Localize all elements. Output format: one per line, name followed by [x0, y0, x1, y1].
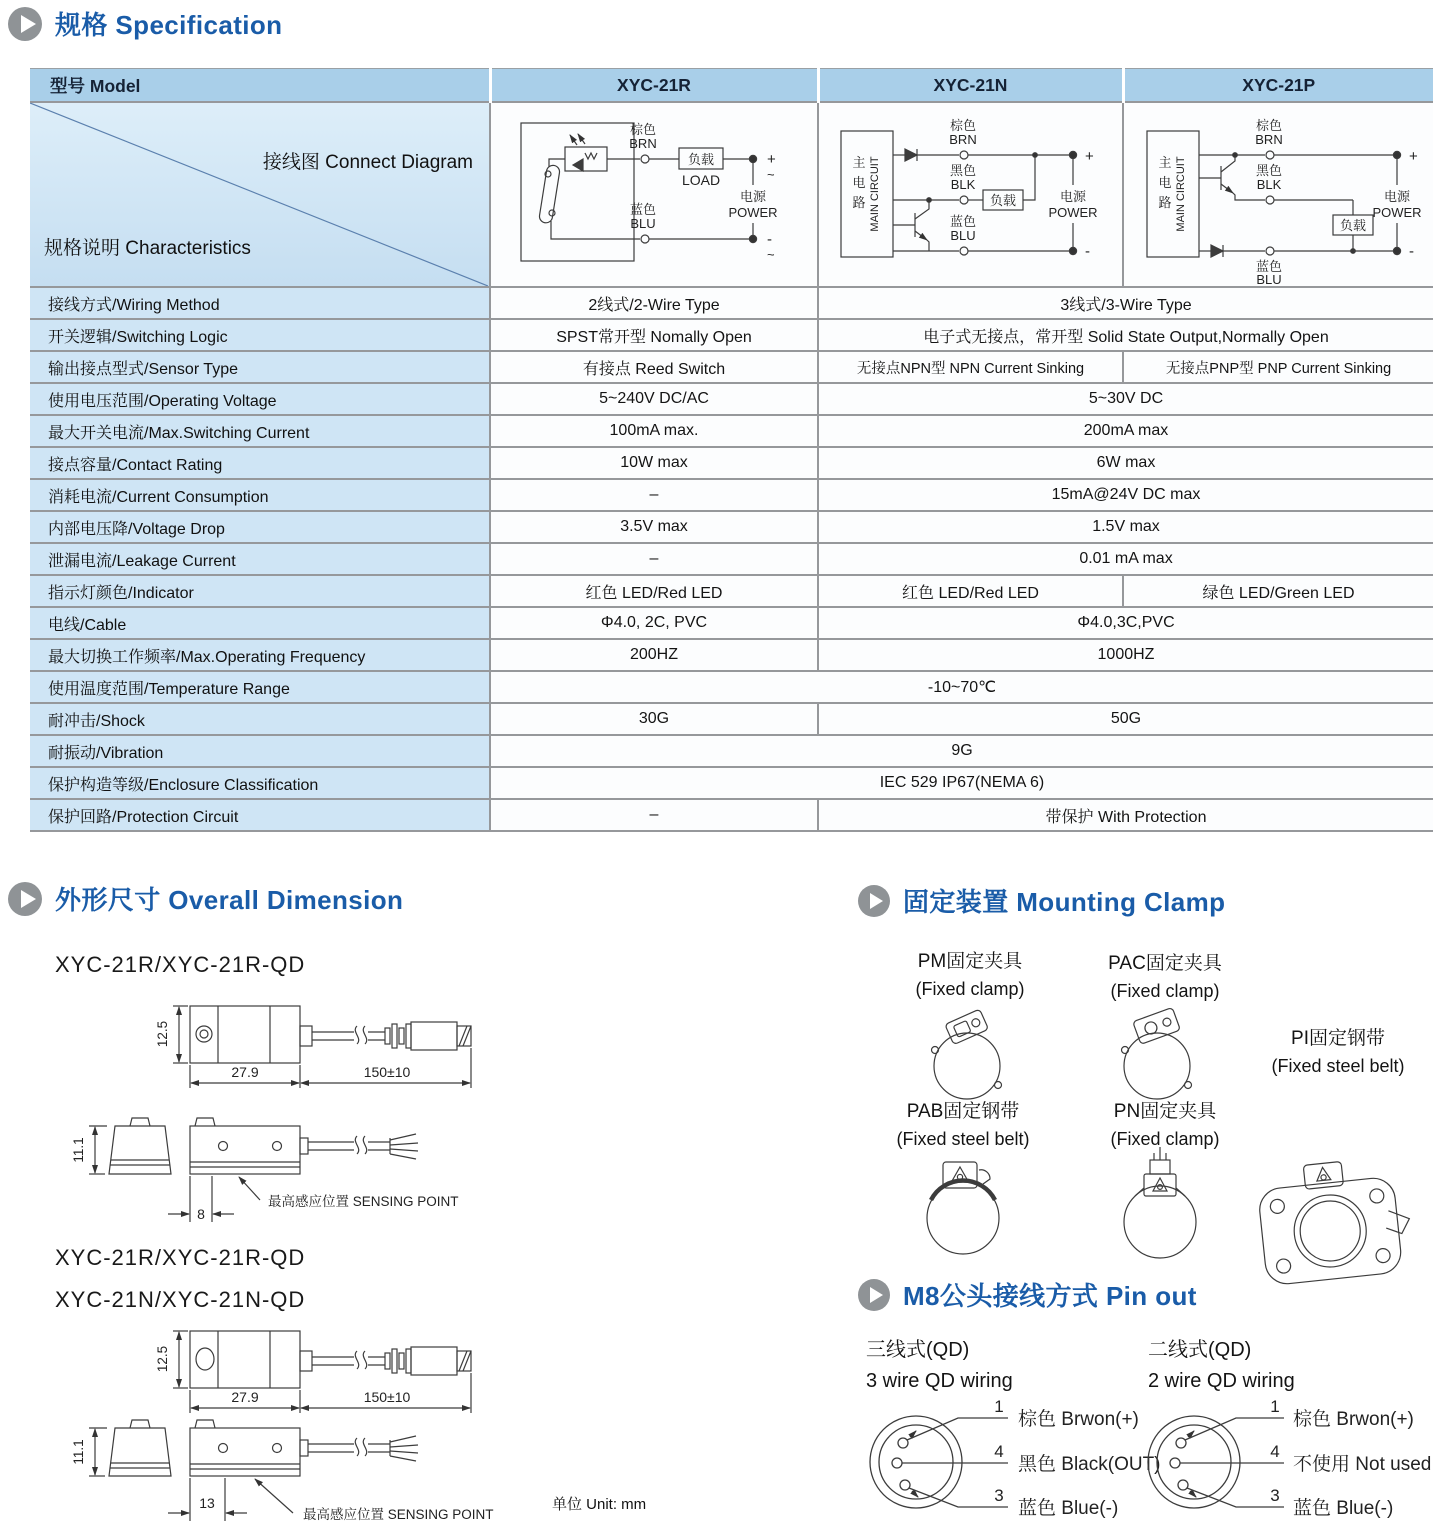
spec-value: 100mA max. [490, 415, 818, 447]
pin-label: 不使用 Not used [1293, 1454, 1432, 1475]
row-label: 最大切换工作频率/Max.Operating Frequency [30, 639, 490, 671]
table-row [30, 319, 1433, 351]
two-wire-connector-diagram [1136, 1392, 1433, 1530]
load-label-en: LOAD [681, 172, 721, 188]
tilde-sign: ~ [767, 247, 775, 262]
pin-number: 1 [1270, 1397, 1280, 1416]
table-row [30, 799, 1433, 831]
row-label: 电线/Cable [30, 607, 490, 639]
row-label: 耐冲击/Shock [30, 703, 490, 735]
dimension-section-header [8, 880, 403, 917]
table-row [30, 671, 1433, 703]
spec-value: 有接点 Reed Switch [490, 351, 818, 383]
pin-label: 棕色 Brwon(+) [1293, 1409, 1414, 1430]
spec-value: 3线式/3-Wire Type [818, 287, 1433, 319]
spec-value: 0.01 mA max [818, 543, 1433, 575]
wire-label: 蓝色 [1255, 259, 1282, 274]
spec-value: 50G [818, 703, 1433, 735]
pinout-section-title: M8公头接线方式 Pin out [903, 1281, 1197, 1311]
row-label: 耐振动/Vibration [30, 735, 490, 767]
clamp-sub: (Fixed steel belt) [896, 1128, 1030, 1149]
circuit-diagram-21r [490, 102, 818, 287]
row-label: 保护构造等级/Enclosure Classification [30, 767, 490, 799]
table-row [30, 607, 1433, 639]
dimension-section-title: 外形尺寸 Overall Dimension [55, 885, 404, 915]
wire-label: 棕色 [949, 118, 977, 133]
spec-value: 6W max [818, 447, 1433, 479]
row-label: 内部电压降/Voltage Drop [30, 511, 490, 543]
pin-number: 4 [1270, 1442, 1280, 1461]
wire-label: BLK [1256, 177, 1281, 192]
spec-value: – [490, 799, 818, 831]
clamp-label-pm [885, 948, 1055, 1002]
table-row [30, 639, 1433, 671]
dim-height: 12.5 [155, 1020, 170, 1048]
fig2-model-label-2: XYC-21N/XYC-21N-QD [55, 1287, 306, 1312]
spec-value: 30G [490, 703, 818, 735]
spec-value: 5~240V DC/AC [490, 383, 818, 415]
spec-value: 红色 LED/Red LED [490, 575, 818, 607]
wire-label: 黑色 [949, 163, 977, 178]
dim-cable-length: 150±10 [363, 1389, 411, 1405]
spec-value: IEC 529 IP67(NEMA 6) [490, 767, 1433, 799]
spec-value: 1.5V max [818, 511, 1433, 543]
spec-value: 绿色 LED/Green LED [1123, 575, 1433, 607]
pin-label: 蓝色 Blue(-) [1293, 1498, 1394, 1519]
wire-label: 黑色 [1255, 163, 1282, 178]
main-circuit-cn: 电 [1157, 175, 1172, 190]
dim-cable-length: 150±10 [363, 1064, 411, 1080]
clamp-name: PM固定夹具 [917, 951, 1023, 972]
dim-side-height: 11.1 [71, 1137, 86, 1163]
table-row [30, 351, 1433, 383]
clamp-sub: (Fixed clamp) [915, 978, 1025, 999]
model-xyc21p: XYC-21P [1123, 69, 1433, 103]
spec-value: 9G [490, 735, 1433, 767]
pin-number: 1 [994, 1397, 1004, 1416]
main-circuit-cn: 主 [1157, 155, 1172, 170]
circuit-diagram-21n [818, 102, 1123, 287]
pin-number: 4 [994, 1442, 1004, 1461]
three-wire-cn: 三线式(QD) [866, 1339, 970, 1361]
row-label: 泄漏电流/Leakage Current [30, 543, 490, 575]
power-label-en: POWER [1048, 205, 1098, 220]
pin-label: 蓝色 Blue(-) [1018, 1498, 1119, 1519]
dim-length: 27.9 [231, 1064, 259, 1080]
clamp-sub: (Fixed clamp) [1110, 1128, 1220, 1149]
two-wire-en: 2 wire QD wiring [1148, 1370, 1295, 1392]
row-label: 指示灯颜色/Indicator [30, 575, 490, 607]
power-label: 电源 [1383, 189, 1410, 204]
power-label-en: POWER [1371, 205, 1422, 220]
wire-label: 棕色 [1255, 118, 1282, 133]
spec-value: 5~30V DC [818, 383, 1433, 415]
load-label: 负载 [989, 193, 1017, 208]
clamp-sub: (Fixed clamp) [1110, 980, 1220, 1001]
spec-value: 无接点NPN型 NPN Current Sinking [818, 351, 1123, 383]
mounting-section-header [858, 882, 1225, 919]
power-label: 电源 [1059, 189, 1087, 204]
spec-section-title: 规格 Specification [55, 10, 283, 40]
main-circuit-en: MAIN CIRCUIT [869, 156, 881, 232]
pin-label: 黑色 Black(OUT) [1018, 1454, 1161, 1475]
spec-value: 电子式无接点，常开型 Solid State Output,Normally Open [818, 319, 1433, 351]
spec-value: 10W max [490, 447, 818, 479]
pn-clamp-illustration [1098, 1146, 1228, 1264]
dim-length: 27.9 [231, 1389, 259, 1405]
load-label: 负载 [1339, 218, 1366, 233]
play-bullet-icon [858, 885, 890, 917]
npn-circuit-drawing [819, 103, 1122, 286]
spec-value: 15mA@24V DC max [818, 479, 1433, 511]
table-row [30, 287, 1433, 319]
circuit-diagram-21p [1123, 102, 1433, 287]
tilde-sign: ~ [767, 167, 775, 182]
minus-sign: - [767, 231, 772, 248]
main-circuit-cn: 路 [852, 195, 866, 210]
pin-number: 3 [1270, 1486, 1280, 1505]
pm-clamp-illustration [905, 1002, 1035, 1107]
plus-sign: + [1408, 148, 1418, 165]
clamp-name: PN固定夹具 [1113, 1101, 1217, 1122]
wire-label: BRN [949, 132, 977, 147]
power-label: 电源 [739, 189, 767, 204]
pac-clamp-illustration [1095, 1002, 1225, 1107]
pab-clamp-illustration [893, 1150, 1038, 1262]
pin-label: 棕色 Brwon(+) [1018, 1409, 1139, 1430]
dim-height: 12.5 [155, 1345, 170, 1373]
table-row [30, 703, 1433, 735]
main-circuit-cn: 电 [852, 175, 866, 190]
main-circuit-cn: 路 [1157, 195, 1172, 210]
table-row [30, 735, 1433, 767]
spec-value: 红色 LED/Red LED [818, 575, 1123, 607]
wire-label: 蓝色 [949, 214, 977, 229]
clamp-name: PAB固定钢带 [906, 1101, 1020, 1122]
main-circuit-cn: 主 [852, 155, 866, 170]
unit-note: 单位 Unit: mm [552, 1496, 647, 1513]
connect-diagram-row [30, 102, 1433, 287]
connect-diagram-label: 接线图 Connect Diagram [262, 152, 473, 173]
pinout-section-header [858, 1276, 1197, 1313]
spec-value: 1000HZ [818, 639, 1433, 671]
clamp-name: PI固定钢带 [1291, 1028, 1385, 1049]
dimension-drawing-21n [55, 1323, 525, 1530]
row-label: 消耗电流/Current Consumption [30, 479, 490, 511]
wire-label: BLU [1255, 272, 1282, 286]
row-label: 开关逻辑/Switching Logic [30, 319, 490, 351]
dim-side-height: 11.1 [71, 1439, 86, 1465]
spec-value: 200mA max [818, 415, 1433, 447]
row-label: 最大开关电流/Max.Switching Current [30, 415, 490, 447]
row-label: 保护回路/Protection Circuit [30, 799, 490, 831]
model-xyc21r: XYC-21R [490, 69, 818, 103]
clamp-label-pi [1248, 1025, 1428, 1079]
power-label-en: POWER [728, 205, 778, 220]
wire-label: 蓝色 [629, 202, 657, 217]
row-label: 接线方式/Wiring Method [30, 287, 490, 319]
spec-value: 无接点PNP型 PNP Current Sinking [1123, 351, 1433, 383]
main-circuit-en: MAIN CIRCUIT [1174, 156, 1187, 232]
wire-label: BLU [630, 216, 656, 231]
two-wire-cn: 二线式(QD) [1148, 1339, 1252, 1361]
sensing-point-label: 最高感应位置 SENSING POINT [268, 1194, 459, 1209]
sensing-point-label: 最高感应位置 SENSING POINT [303, 1507, 494, 1522]
table-row [30, 767, 1433, 799]
fig2-model-label-1: XYC-21R/XYC-21R-QD [55, 1245, 306, 1270]
pi-steel-belt-illustration [1238, 1145, 1423, 1297]
row-label: 使用温度范围/Temperature Range [30, 671, 490, 703]
wire-label: BLK [950, 177, 976, 192]
table-row [30, 415, 1433, 447]
spec-section-header [8, 5, 282, 42]
spec-table-header-row [30, 69, 1433, 103]
play-bullet-icon [858, 1279, 890, 1311]
table-row [30, 479, 1433, 511]
dimension-drawing-21r [55, 988, 525, 1238]
clamp-name: PAC固定夹具 [1108, 953, 1222, 974]
clamp-label-pac [1080, 950, 1250, 1004]
fig1-model-label: XYC-21R/XYC-21R-QD [55, 952, 306, 977]
spec-value: -10~70℃ [490, 671, 1433, 703]
dim-offset: 13 [199, 1495, 215, 1511]
diagonal-split-cell [30, 102, 490, 287]
spec-value: 200HZ [490, 639, 818, 671]
spec-value: SPST常开型 Nomally Open [490, 319, 818, 351]
spec-value: 3.5V max [490, 511, 818, 543]
three-wire-heading [866, 1335, 1013, 1397]
table-row [30, 383, 1433, 415]
plus-sign: + [767, 151, 776, 168]
spec-value: – [490, 479, 818, 511]
spec-value: Φ4.0,3C,PVC [818, 607, 1433, 639]
two-wire-heading [1148, 1335, 1295, 1397]
row-label: 接点容量/Contact Rating [30, 447, 490, 479]
row-label: 输出接点型式/Sensor Type [30, 351, 490, 383]
pnp-circuit-drawing [1125, 103, 1433, 286]
spec-value: – [490, 543, 818, 575]
wire-label: BLU [950, 228, 976, 243]
table-row [30, 447, 1433, 479]
table-row [30, 511, 1433, 543]
pin-number: 3 [994, 1486, 1004, 1505]
table-row [30, 575, 1433, 607]
mounting-section-title: 固定装置 Mounting Clamp [903, 887, 1226, 917]
wire-label: BRN [629, 136, 657, 151]
plus-sign: + [1085, 148, 1094, 165]
minus-sign: - [1408, 243, 1414, 260]
row-label: 使用电压范围/Operating Voltage [30, 383, 490, 415]
wire-label: BRN [1254, 132, 1283, 147]
spec-value: 带保护 With Protection [818, 799, 1433, 831]
play-bullet-icon [8, 882, 42, 916]
wire-label: 棕色 [629, 122, 657, 137]
reed-switch-circuit-drawing [491, 103, 817, 286]
three-wire-en: 3 wire QD wiring [866, 1370, 1013, 1392]
clamp-sub: (Fixed steel belt) [1271, 1055, 1405, 1076]
spec-value: 2线式/2-Wire Type [490, 287, 818, 319]
spec-value: Φ4.0, 2C, PVC [490, 607, 818, 639]
load-label: 负载 [687, 152, 715, 167]
play-bullet-icon [8, 7, 42, 41]
characteristics-label: 规格说明 Characteristics [44, 238, 251, 259]
spec-table [30, 68, 1433, 832]
dim-offset: 8 [197, 1206, 205, 1222]
minus-sign: - [1085, 243, 1090, 260]
model-header-label: 型号 Model [30, 69, 490, 103]
table-row [30, 543, 1433, 575]
model-xyc21n: XYC-21N [818, 69, 1123, 103]
